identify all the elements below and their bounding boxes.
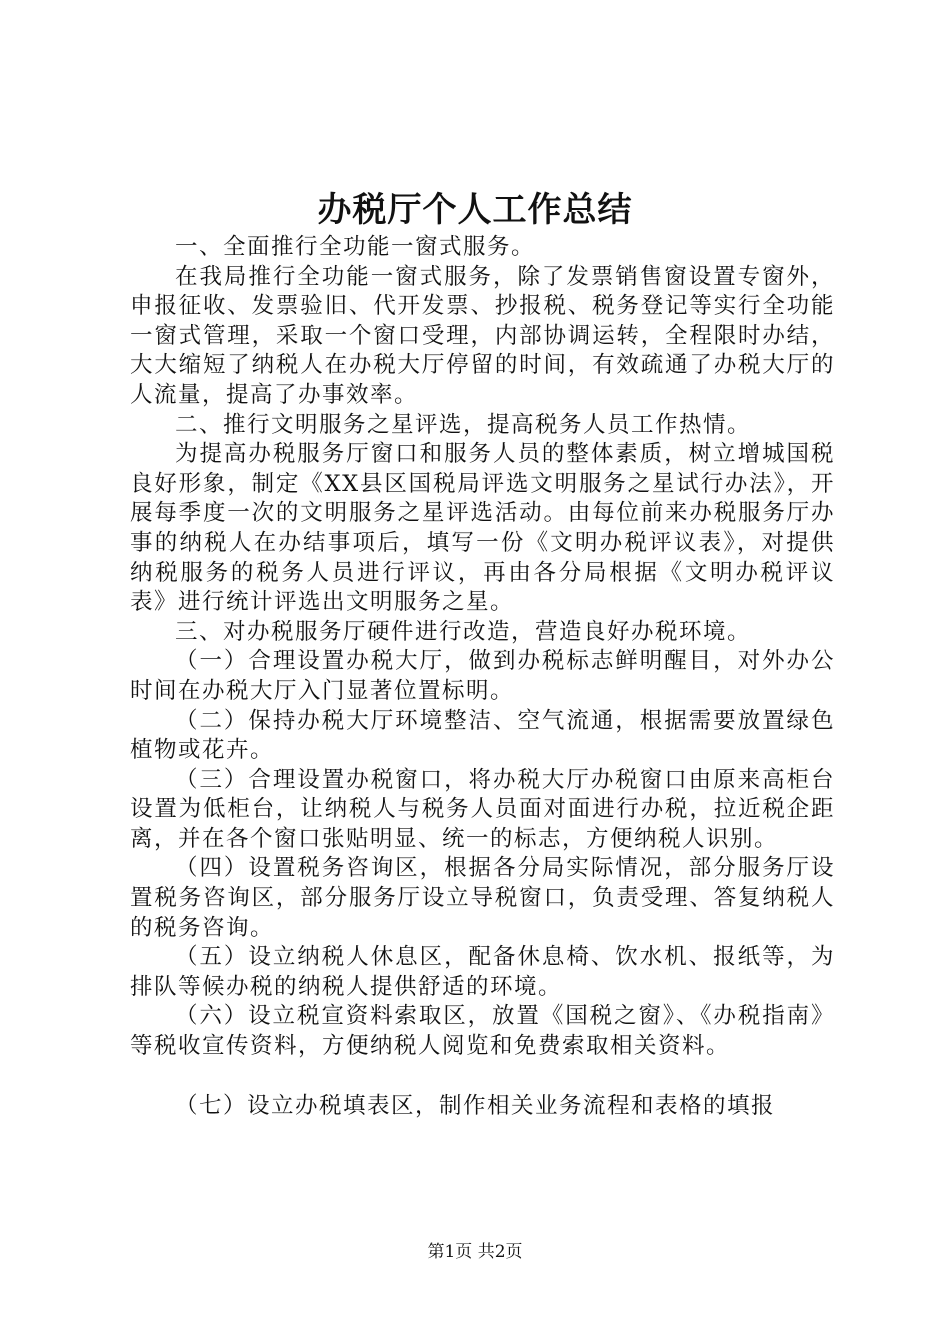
page-footer: 第1页 共2页 (427, 1242, 523, 1262)
list-item: （二）保持办税大厅环境整洁、空气流通，根据需要放置绿色植物或花卉。 (130, 707, 835, 764)
list-item: （一）合理设置办税大厅，做到办税标志鲜明醒目，对外办公时间在办税大厅入门显著位置标明。 (130, 648, 835, 704)
section-heading-2: 二、推行文明服务之星评选，提高税务人员工作热情。 (175, 411, 752, 438)
list-item: （三）合理设置办税窗口，将办税大厅办税窗口由原来高柜台设置为低柜台，让纳税人与税务人员面对面进行办税，拉近税企距离，并在各个窗口张贴明显、统一的标志，方便纳税人识别。 (130, 766, 835, 852)
list-item: （四）设置税务咨询区，根据各分局实际情况，部分服务厅设置税务咨询区，部分服务厅设立导税窗口，负责受理、答复纳税人的税务咨询。 (130, 855, 835, 941)
document-body (130, 233, 835, 1121)
page-title: 办税厅个人工作总结 (317, 190, 633, 230)
section-heading-1: 一、全面推行全功能一窗式服务。 (175, 234, 536, 260)
section-heading-3: 三、对办税服务厅硬件进行改造，营造良好办税环境。 (175, 618, 752, 645)
list-item: （六）设立税宣资料索取区，放置《国税之窗》、《办税指南》等税收宣传资料，方便纳税人阅览和免费索取相关资料。 (130, 1003, 835, 1060)
paragraph: 为提高办税服务厅窗口和服务人员的整体素质，树立增城国税良好形象，制定《XX县区国税局评选文明服务之星试行办法》，开展每季度一次的文明服务之星评选活动。由每位前来办税服务厅办事的纳税人在办结事项后，填写一份《文明办税评议表》，对提供纳税服务的税务人员进行评议，再由各分局根据《文明办税评议表》进行统计评选出文明服务之星。 (130, 441, 835, 616)
list-item: （七）设立办税填表区，制作相关业务流程和表格的填报 (175, 1092, 776, 1119)
paragraph: 在我局推行全功能一窗式服务，除了发票销售窗设置专窗外，申报征收、发票验旧、代开发票、抄报税、税务登记等实行全功能一窗式管理，采取一个窗口受理，内部协调运转，全程限时办结，大大缩短了纳税人在办税大厅停留的时间，有效疏通了办税大厅的人流量，提高了办事效率。 (130, 263, 835, 408)
list-item: （五）设立纳税人休息区，配备休息椅、饮水机、报纸等，为排队等候办税的纳税人提供舒适的环境。 (130, 944, 835, 1000)
